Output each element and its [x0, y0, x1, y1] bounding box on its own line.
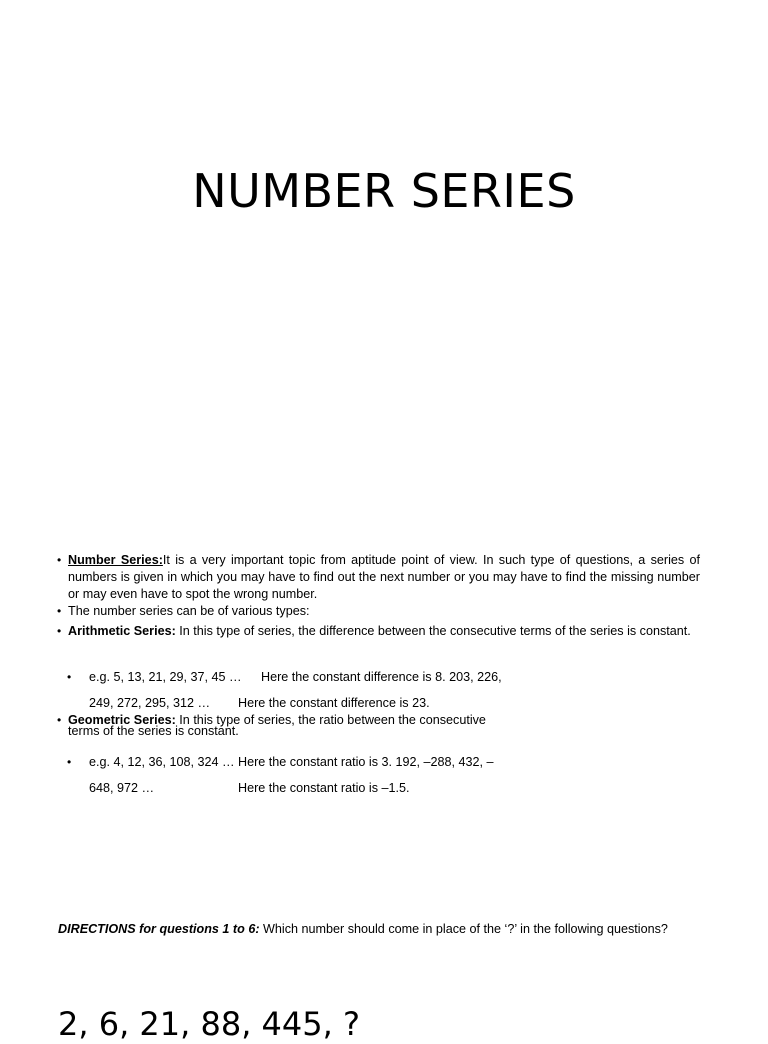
directions [58, 921, 748, 938]
question-series: 2, 6, 21, 88, 445, ? [58, 1005, 360, 1043]
term-number-series: Number Series: [68, 553, 163, 567]
arithmetic-series-definition: In this type of series, the difference between the consecutive terms of the series is constant. [175, 624, 691, 638]
directions-text: Which number should come in place of the ‘?’ in the following questions? [259, 922, 668, 936]
sub-bullet-dot: • [67, 670, 72, 684]
geo-example-line2-right: Here the constant ratio is –1.5. [238, 781, 410, 795]
directions-lead: DIRECTIONS for questions 1 to 6: [58, 922, 260, 936]
bullet-types: The number series can be of various types: [68, 604, 310, 618]
geo-example-line1-right: Here the constant ratio is 3. 192, –288, 432, – [238, 755, 494, 769]
geometric-series-overlap-line: terms of the series is constant. [68, 724, 239, 738]
bullet-dot: • [57, 624, 62, 638]
arith-example-line1-right: Here the constant difference is 8. 203, 226, [261, 670, 502, 684]
sub-bullet-dot: • [67, 755, 72, 769]
bullet-dot: • [57, 713, 62, 727]
term-arithmetic-series: Arithmetic Series: [68, 624, 176, 638]
arith-example-line2-left: 249, 272, 295, 312 … [89, 696, 211, 710]
page-title: NUMBER SERIES [192, 164, 576, 218]
term-geometric-series: Geometric Series: [68, 713, 176, 727]
bullet-arithmetic-series [68, 623, 700, 640]
geo-example-line1-left: e.g. 4, 12, 36, 108, 324 … [89, 755, 235, 769]
bullet-dot: • [57, 604, 62, 618]
arith-example-line2-right: Here the constant difference is 23. [238, 696, 430, 710]
geo-example-line2-left: 648, 972 … [89, 781, 155, 795]
geometric-series-definition: In this type of series, the ratio between the consecutive [175, 713, 486, 727]
bullet-dot: • [57, 553, 62, 567]
arith-example-line1-left: e.g. 5, 13, 21, 29, 37, 45 … [89, 670, 242, 684]
bullet-number-series [68, 552, 700, 603]
number-series-definition: It is a very important topic from aptitude point of view. In such type of questions, a series of numbers is given in which you may have to find out the next number or you may have to find the missing number or may even have to spot the wrong number. [68, 553, 700, 601]
